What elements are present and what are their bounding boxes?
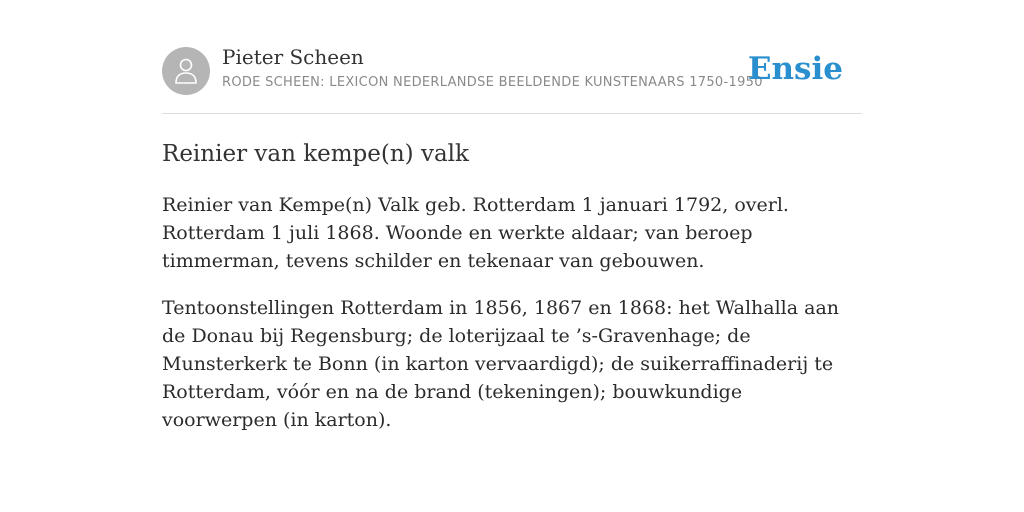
entry-paragraph: Tentoonstellingen Rotterdam in 1856, 1867 en 1868: het Walhalla aan de Donau bij Regensburg; de loterijzaal te ’s-Gravenhage; de Munsterkerk te Bonn (in karton vervaardigd); de suikerraffinaderij te Rotterdam, vóór en na de brand (tekeningen); bouwkundige voorwerpen (in karton). <box>162 297 840 431</box>
entry-header <box>162 40 862 114</box>
author-name[interactable]: Pieter Scheen <box>222 45 364 69</box>
entry-title: Reinier van kempe(n) valk <box>162 141 469 167</box>
ensie-logo[interactable]: Ensie <box>747 51 843 87</box>
source-label[interactable]: RODE SCHEEN: LEXICON NEDERLANDSE BEELDENDE KUNSTENAARS 1750-1950 <box>222 75 763 90</box>
user-silhouette-icon <box>174 57 198 85</box>
entry-paragraph: Reinier van Kempe(n) Valk geb. Rotterdam 1 januari 1792, overl. Rotterdam 1 juli 1868. Woonde en werkte aldaar; van beroep timmerman, tevens schilder en tekenaar van gebouwen. <box>162 194 789 272</box>
entry-card <box>162 40 862 434</box>
avatar[interactable] <box>162 47 210 95</box>
